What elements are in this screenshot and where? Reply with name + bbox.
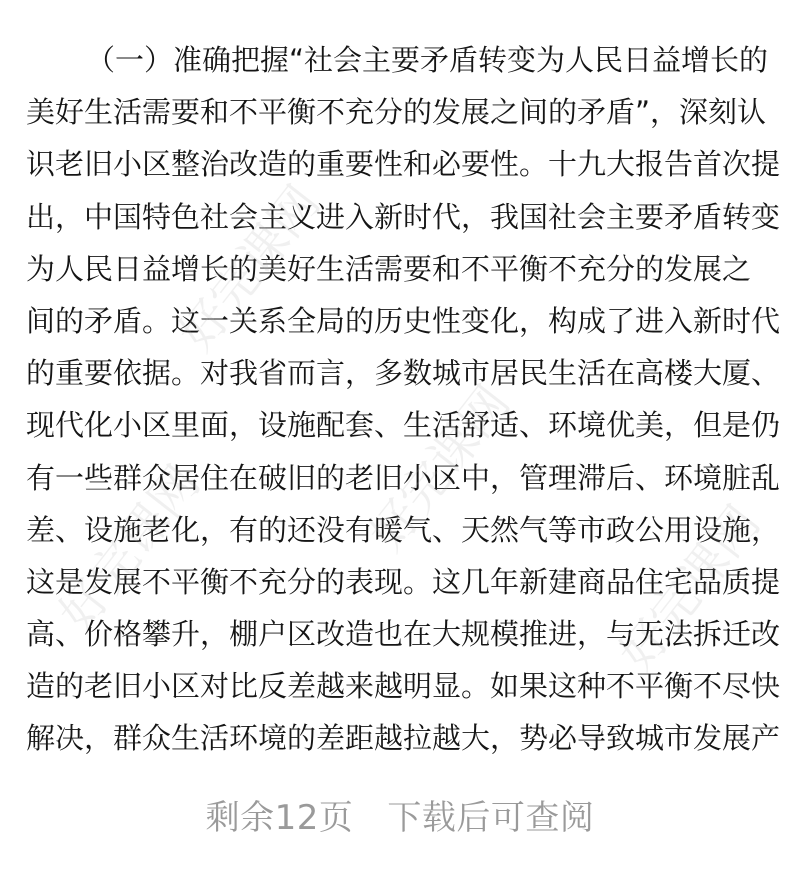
- text-line: 这是发展不平衡不充分的表现。这几年新建商品住宅品质提: [26, 564, 781, 599]
- download-to-view-label: 下载后可查阅: [387, 798, 595, 838]
- text-line: 的重要依据。对我省而言，多数城市居民生活在高楼大厦、: [26, 356, 781, 391]
- text-line: 解决，群众生活环境的差距越拉越大，势必导致城市发展产: [26, 721, 781, 756]
- text-line: 美好生活需要和不平衡不充分的发展之间的矛盾”，深刻认: [26, 95, 767, 130]
- text-line: 现代化小区里面，设施配套、生活舒适、环境优美，但是仍: [26, 408, 781, 443]
- text-line: 为人民日益增长的美好生活需要和不平衡不充分的发展之: [26, 251, 752, 286]
- text-line: （一）准确把握“社会主要矛盾转变为人民日益增长的: [86, 43, 769, 77]
- text-line: 造的老旧小区对比反差越来越明显。如果这种不平衡不尽快: [26, 669, 781, 704]
- watermark-text: 好完课网: [168, 175, 332, 362]
- watermark-text: 好完课网: [48, 455, 212, 642]
- text-line: 识老旧小区整治改造的重要性和必要性。十九大报告首次提: [26, 147, 781, 182]
- text-line: 高、价格攀升，棚户区改造也在大规模推进，与无法拆迁改: [26, 617, 781, 652]
- text-line: 有一些群众居住在破旧的老旧小区中，管理滞后、环境脏乱: [26, 460, 781, 495]
- download-prompt[interactable]: [0, 788, 800, 848]
- text-line: 出，中国特色社会主义进入新时代，我国社会主要矛盾转变: [26, 199, 781, 234]
- remaining-pages-label: 剩余12页: [205, 798, 354, 838]
- watermark-text: 好完课网: [608, 495, 772, 682]
- download-prompt-text[interactable]: [206, 788, 595, 848]
- text-line: 间的矛盾。这一关系全局的历史性变化，构成了进入新时代: [26, 303, 781, 338]
- text-line: 差、设施老化，有的还没有暖气、天然气等市政公用设施，: [26, 512, 781, 547]
- watermark-text: 好完课网: [358, 375, 522, 562]
- document-body: [26, 34, 786, 765]
